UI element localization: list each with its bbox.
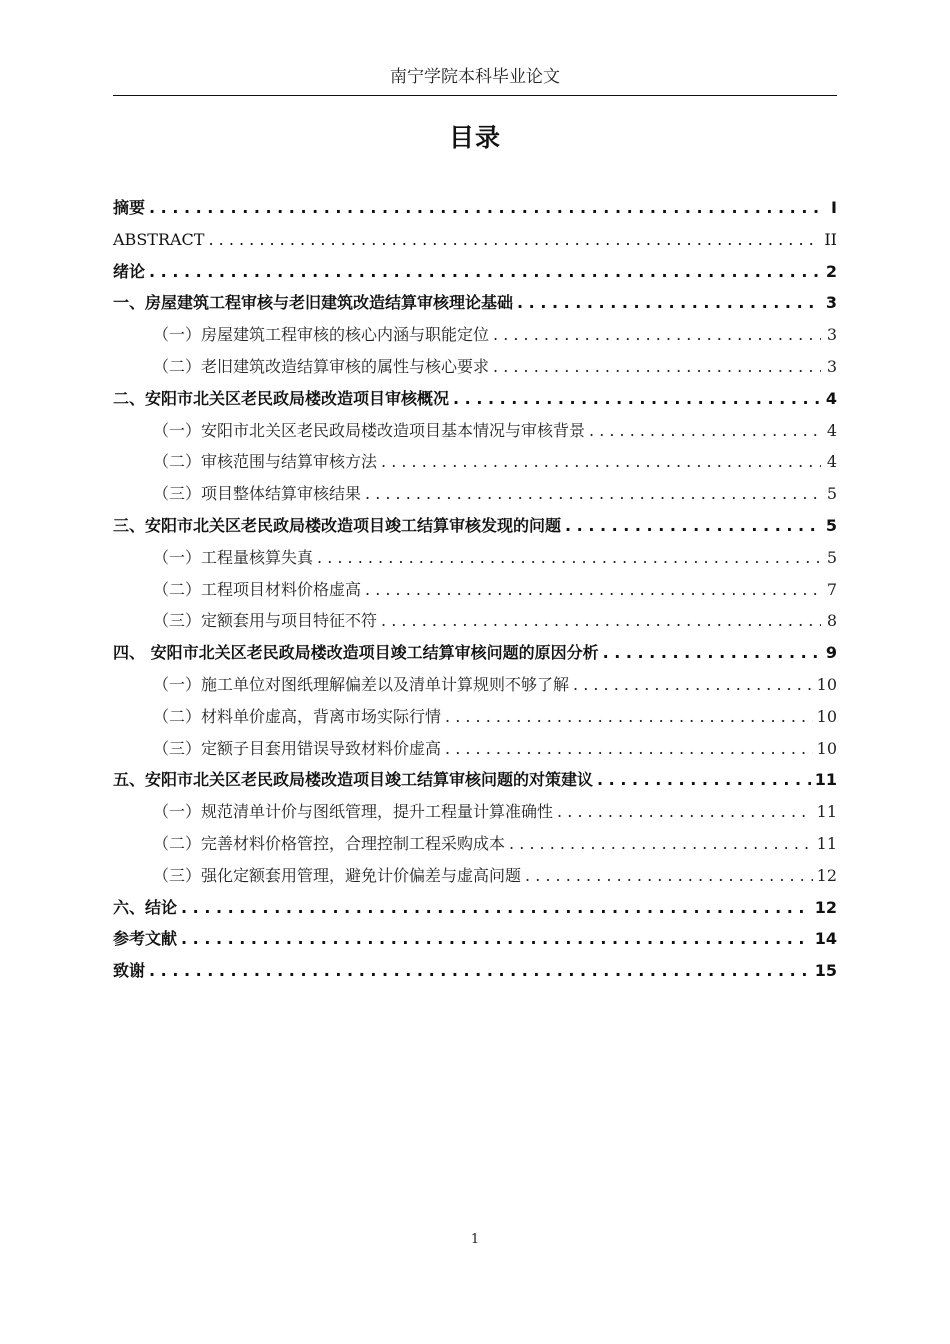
toc-entry-label: （三）项目整体结算审核结果 (153, 484, 362, 504)
toc-leader-dots (493, 351, 821, 383)
toc-leader-dots (149, 192, 821, 224)
toc-leader-dots (517, 287, 821, 319)
toc-leader-dots (381, 446, 821, 478)
toc-entry-page: 3 (825, 293, 837, 313)
toc-entry-label: （一）安阳市北关区老民政局楼改造项目基本情况与审核背景 (153, 420, 586, 440)
toc-leader-dots (181, 923, 811, 955)
toc-entry-label: 六、结论 (113, 897, 178, 917)
page-number: 1 (470, 1232, 480, 1247)
toc-leader-dots (557, 796, 813, 828)
toc-entry-page: 12 (816, 865, 837, 885)
toc-entry-page: 8 (826, 611, 837, 631)
toc-leader-dots (453, 383, 821, 415)
toc-entry-label: （一）施工单位对图纸理解偏差以及清单计算规则不够了解 (153, 674, 570, 694)
toc-entry-page: 15 (814, 961, 837, 981)
toc-entry-label: 参考文献 (113, 929, 178, 949)
toc-leader-dots (149, 955, 811, 987)
toc-entry-page: 11 (816, 802, 837, 822)
toc-entry-label: 四、 安阳市北关区老民政局楼改造项目竣工结算审核问题的原因分析 (113, 643, 599, 663)
toc-entry-page: 2 (825, 261, 837, 281)
toc-title: 目录 (448, 123, 501, 152)
toc-entry-label: （一）房屋建筑工程审核的核心内涵与职能定位 (153, 325, 490, 345)
toc-entry-label: （三）定额子目套用错误导致材料价虚高 (153, 738, 442, 758)
page-header (113, 62, 837, 96)
toc-entry[interactable] (113, 446, 837, 478)
toc-entry-page: 7 (826, 579, 837, 599)
toc-entry-page: 5 (825, 515, 837, 535)
toc-entry-page: 4 (826, 452, 837, 472)
toc-entry[interactable] (113, 351, 837, 383)
toc-entry-page: 3 (826, 325, 837, 345)
toc-entry[interactable] (113, 542, 837, 574)
toc-leader-dots (589, 415, 821, 447)
toc-leader-dots (565, 510, 821, 542)
toc-entry-page: 5 (826, 484, 837, 504)
toc-entry[interactable] (113, 574, 837, 606)
toc-entry-page: 4 (825, 388, 837, 408)
toc-leader-dots (365, 574, 821, 606)
toc-entry[interactable] (113, 478, 837, 510)
toc-leader-dots (597, 764, 811, 796)
toc-leader-dots (603, 637, 821, 669)
toc-leader-dots (208, 224, 820, 256)
toc-entry-page: II (824, 229, 837, 249)
toc-leader-dots (317, 542, 821, 574)
toc-entry-label: （二）审核范围与结算审核方法 (153, 452, 378, 472)
toc-entry[interactable] (113, 860, 837, 892)
toc-entry[interactable] (113, 828, 837, 860)
toc-entry[interactable] (113, 733, 837, 765)
toc-leader-dots (181, 892, 811, 924)
toc-entry-label: （一）规范清单计价与图纸管理，提升工程量计算准确性 (153, 802, 554, 822)
toc-leader-dots (149, 256, 821, 288)
toc-entry[interactable] (113, 923, 837, 955)
toc-entry-page: 11 (814, 770, 837, 790)
toc-entry-label: （二）完善材料价格管控，合理控制工程采购成本 (153, 833, 506, 853)
toc-entry[interactable] (113, 224, 837, 256)
toc-entry[interactable] (113, 319, 837, 351)
toc-entry-label: 三、安阳市北关区老民政局楼改造项目竣工结算审核发现的问题 (113, 515, 562, 535)
toc-entry[interactable] (113, 192, 837, 224)
toc-entry-label: ABSTRACT (113, 229, 205, 249)
toc-entry-label: （二）工程项目材料价格虚高 (153, 579, 362, 599)
toc-leader-dots (381, 605, 821, 637)
toc-entry-page: 9 (825, 643, 837, 663)
toc-entry-label: 绪论 (113, 261, 146, 281)
toc-entry[interactable] (113, 287, 837, 319)
toc-entry-page: 5 (826, 547, 837, 567)
toc-leader-dots (445, 701, 813, 733)
toc-entry-label: （三）定额套用与项目特征不符 (153, 611, 378, 631)
toc-entry-label: （三）强化定额套用管理，避免计价偏差与虚高问题 (153, 865, 522, 885)
toc-entry-page: I (831, 198, 837, 217)
toc-entry-page: 10 (816, 706, 837, 726)
toc-entry-page: 14 (814, 929, 837, 949)
toc-entry[interactable] (113, 701, 837, 733)
toc-entry[interactable] (113, 637, 837, 669)
toc-entry-label: 二、安阳市北关区老民政局楼改造项目审核概况 (113, 388, 450, 408)
toc-entry[interactable] (113, 796, 837, 828)
toc-entry-label: （二）材料单价虚高，背离市场实际行情 (153, 706, 442, 726)
toc-entry[interactable] (113, 510, 837, 542)
toc-leader-dots (493, 319, 821, 351)
toc-entry[interactable] (113, 764, 837, 796)
toc-entry-label: （二）老旧建筑改造结算审核的属性与核心要求 (153, 356, 490, 376)
toc-entry-label: 致谢 (113, 961, 146, 981)
toc-leader-dots (573, 669, 813, 701)
toc-leader-dots (525, 860, 813, 892)
toc-entry-page: 10 (816, 674, 837, 694)
toc-leader-dots (365, 478, 821, 510)
header-title: 南宁学院本科毕业论文 (390, 67, 560, 87)
toc-entry[interactable] (113, 892, 837, 924)
toc-entry-label: 摘要 (113, 198, 146, 217)
toc-entry-page: 11 (816, 833, 837, 853)
toc-entry[interactable] (113, 605, 837, 637)
toc-entry[interactable] (113, 955, 837, 987)
toc-entry[interactable] (113, 669, 837, 701)
table-of-contents (113, 192, 837, 987)
toc-entry-page: 12 (814, 897, 837, 917)
toc-leader-dots (509, 828, 813, 860)
toc-entry[interactable] (113, 415, 837, 447)
toc-leader-dots (445, 733, 813, 765)
toc-entry-label: （一）工程量核算失真 (153, 547, 314, 567)
toc-entry-page: 3 (826, 356, 837, 376)
toc-entry-label: 一、房屋建筑工程审核与老旧建筑改造结算审核理论基础 (113, 293, 514, 313)
toc-entry-label: 五、安阳市北关区老民政局楼改造项目竣工结算审核问题的对策建议 (113, 770, 594, 790)
toc-entry[interactable] (113, 383, 837, 415)
toc-entry-page: 4 (826, 420, 837, 440)
toc-entry[interactable] (113, 256, 837, 288)
toc-entry-page: 10 (816, 738, 837, 758)
